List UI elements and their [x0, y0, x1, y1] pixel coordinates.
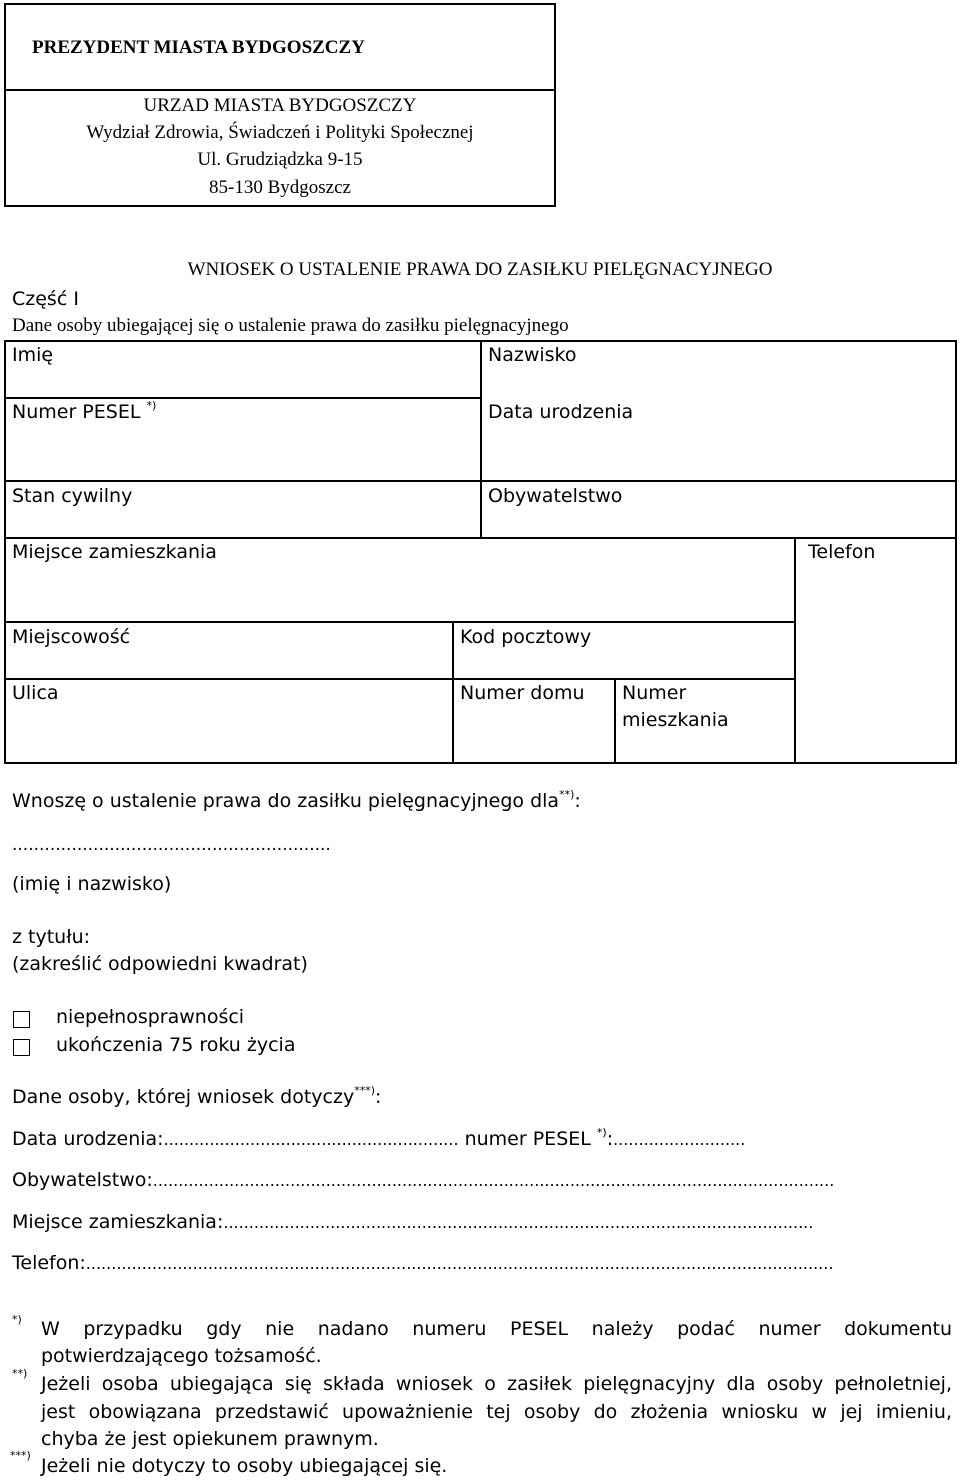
office-city: 85-130 Bydgoszcz [209, 177, 351, 198]
age-75-checkbox[interactable] [13, 1039, 30, 1056]
first-name-label: Imię [12, 344, 54, 366]
form-title: WNIOSEK O USTALENIE PRAWA DO ZASIŁKU PIELĘGNACYJNEGO [187, 259, 773, 280]
title-hint: (zakreślić odpowiedni kwadrat) [12, 953, 308, 975]
authority-name: PREZYDENT MIASTA BYDGOSZCZY [32, 37, 365, 58]
section-heading: Dane osoby ubiegającej się o ustalenie prawa do zasiłku pielęgnacyjnego [12, 315, 569, 336]
subject-birth-date-field[interactable]: .......................................................... [163, 1130, 459, 1149]
authority-box [4, 3, 556, 91]
subject-phone-row: Telefon:................................................................................................................................................... [12, 1252, 834, 1274]
birth-date-label: Data urodzenia [488, 401, 634, 423]
flat-number-label-line2: mieszkania [622, 709, 729, 731]
footnote-2-line3: chyba że jest opiekunem prawnym. [41, 1428, 379, 1450]
title-label: z tytułu: [12, 926, 91, 948]
subject-citizenship-field[interactable]: ...................................................................................................................................... [152, 1171, 835, 1190]
part-label: Część I [12, 288, 79, 310]
citizenship-label: Obywatelstwo [488, 485, 623, 507]
beneficiary-name-line[interactable]: ........................................................... [12, 835, 331, 855]
footnote-2-line2: jest obowiązana przedstawić upoważnienie tej osoby do złożenia wniosku w jej imieniu, [41, 1401, 952, 1423]
footnote-1-line1: W przypadku gdy nie nadano numeru PESEL należy podać numer dokumentu [41, 1318, 952, 1340]
office-street: Ul. Grudziądzka 9-15 [197, 149, 363, 170]
disability-option-label: niepełnosprawności [56, 1006, 245, 1028]
age-75-option-label: ukończenia 75 roku życia [56, 1034, 296, 1056]
office-department: Wydział Zdrowia, Świadczeń i Polityki Społecznej [86, 122, 474, 143]
town-label: Miejscowość [12, 626, 131, 648]
last-name-label: Nazwisko [488, 344, 577, 366]
footnote-1-line2: potwierdzającego tożsamość. [41, 1345, 322, 1367]
subject-pesel-field[interactable]: .......................... [613, 1130, 746, 1149]
subject-phone-field[interactable]: ................................................................................................................................................... [85, 1254, 834, 1273]
street-label: Ulica [12, 682, 59, 704]
request-statement: Wnoszę o ustalenie prawa do zasiłku pielęgnacyjnego dla**): [12, 788, 581, 812]
residence-label: Miejsce zamieszkania [12, 541, 217, 563]
house-number-label: Numer domu [460, 682, 585, 704]
flat-number-label-line1: Numer [622, 682, 687, 704]
footnote-3-line1: Jeżeli nie dotyczy to osoby ubiegającej się. [41, 1455, 448, 1477]
footnote-2-mark: **) [12, 1367, 28, 1380]
subject-citizenship-row: Obywatelstwo:...................................................................................................................................... [12, 1169, 835, 1191]
footnote-3-mark: ***) [10, 1449, 31, 1462]
marital-status-label: Stan cywilny [12, 485, 133, 507]
subject-residence-field[interactable]: .................................................................................................................... [223, 1213, 814, 1232]
disability-checkbox[interactable] [13, 1011, 30, 1028]
footnote-1-mark: *) [12, 1313, 22, 1326]
phone-label: Telefon [808, 541, 876, 563]
subject-residence-row: Miejsce zamieszkania:.................................................................................................................... [12, 1211, 814, 1233]
postal-code-label: Kod pocztowy [460, 626, 592, 648]
footnote-2-line1: Jeżeli osoba ubiegająca się składa wniosek o zasiłek pielęgnacyjny dla osoby pełnoletniej, [41, 1373, 952, 1395]
name-hint: (imię i nazwisko) [12, 873, 172, 895]
office-address-box [4, 89, 556, 207]
subject-birth-date-row: Data urodzenia:.......................................................... numer PESEL *):.......................... [12, 1126, 746, 1150]
pesel-label: Numer PESEL *) [12, 399, 157, 423]
subject-heading: Dane osoby, której wniosek dotyczy***): [12, 1084, 382, 1108]
office-name: URZAD MIASTA BYDGOSZCZY [143, 95, 417, 116]
